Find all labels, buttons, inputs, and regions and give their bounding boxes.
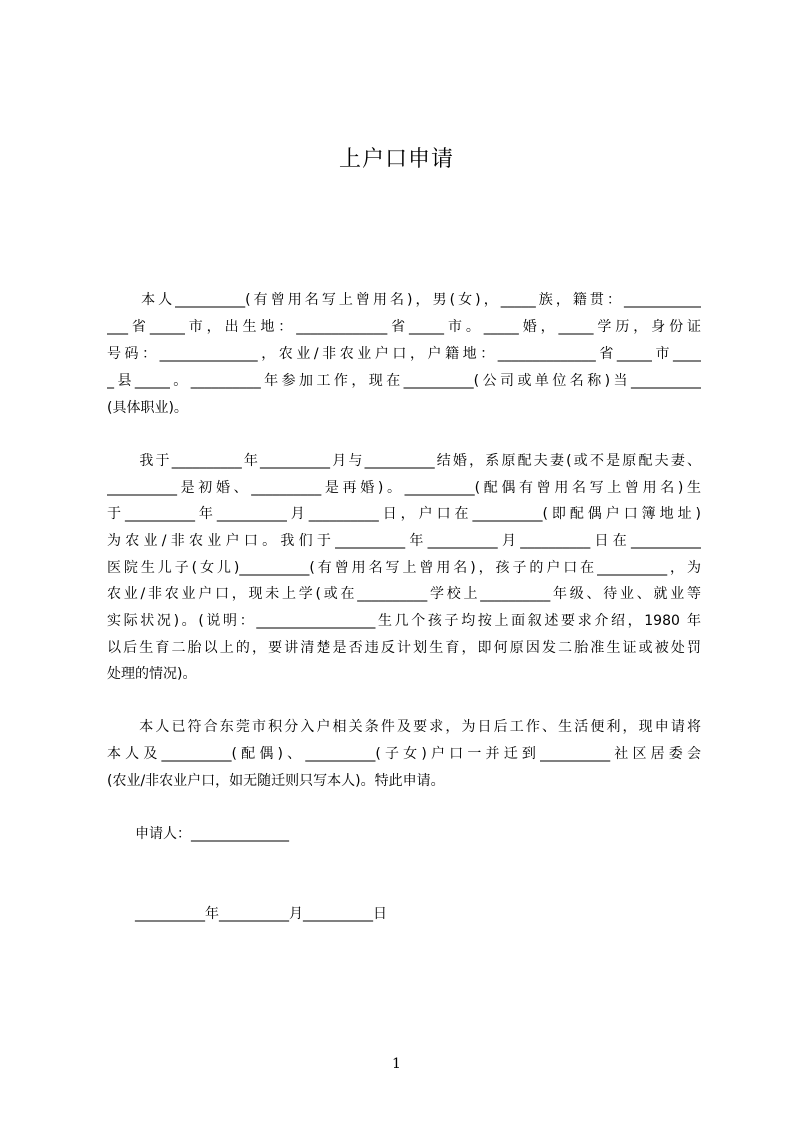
paragraph-3-line: 本人已符合东莞市积分入户相关条件及要求，为日后工作、生活便利，现申请将 <box>107 719 701 735</box>
paragraph-2-line: 实际状况)。(说明：_________________生几个孩子均按上面叙述要求介绍，1980 年 <box>107 613 701 629</box>
document-title: 上户口申请 <box>338 147 454 172</box>
paragraph-1-line: ___省_____市，出生地：_____________省_____市。_____婚，_____学历，身份证 <box>107 319 701 335</box>
paragraph-2-line: 农业/非农业户口，现未上学(或在__________学校上__________年级、待业、就业等 <box>107 586 701 602</box>
paragraph-2-line: 处理的情况)。 <box>107 666 197 682</box>
paragraph-2-line: 医院生儿子(女儿)__________(有曾用名写上曾用名)，孩子的户口在__________，为 <box>107 560 701 576</box>
paragraph-1-line: 号码：______________，农业/非农业户口，户籍地：______________省_____市____ <box>107 346 701 362</box>
date-line: __________年__________月__________日 <box>107 906 387 922</box>
paragraph-1-line: (具体职业)。 <box>107 400 188 416</box>
paragraph-2-line: 于__________年__________月__________日，户口在__________(即配偶户口簿地址) <box>107 506 701 522</box>
paragraph-2-line: 我于__________年__________月与__________结婚，系原配夫妻(或不是原配夫妻、 <box>107 453 701 469</box>
paragraph-3-line: 本人及__________(配偶)、__________(子女)户口一并迁到__________社区居委会 <box>107 746 701 762</box>
paragraph-1-line: _县_____。__________年参加工作，现在__________(公司或单位名称)当__________ <box>107 373 701 389</box>
paragraph-2-line: __________是初婚、__________是再婚)。__________(配偶有曾用名写上曾用名)生 <box>107 480 701 496</box>
paragraph-3-line: (农业/非农业户口，如无随迁则只写本人)。特此申请。 <box>107 773 445 789</box>
paragraph-2-line: 以后生育二胎以上的，要讲清楚是否违反计划生育，即何原因发二胎准生证或被处罚 <box>107 640 701 656</box>
page-number: 1 <box>392 1056 401 1072</box>
paragraph-2-line: 为农业/非农业户口。我们于__________年__________月__________日在__________ <box>107 533 701 549</box>
applicant-signature-line: 申请人：______________ <box>107 826 289 842</box>
paragraph-1-line: 本人__________(有曾用名写上曾用名)，男(女)，_____族，籍贯：___________ <box>107 292 701 308</box>
